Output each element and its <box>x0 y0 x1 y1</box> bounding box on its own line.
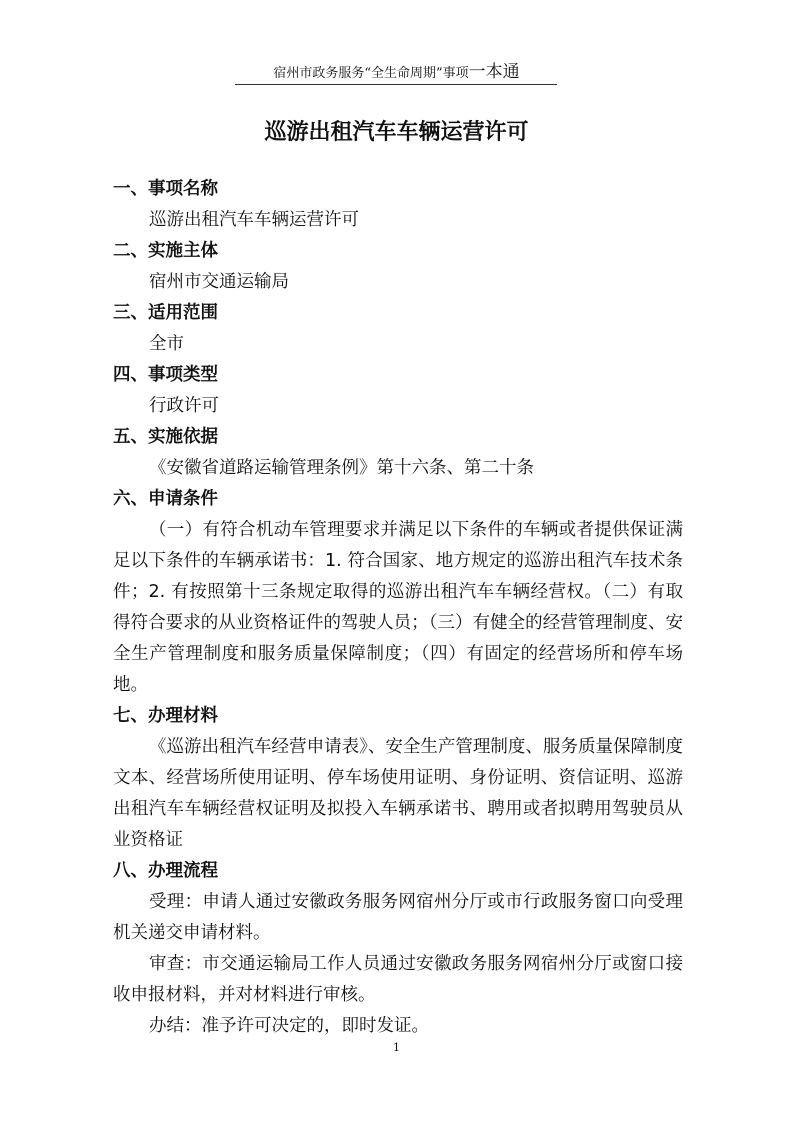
section-heading: 四、事项类型 <box>113 365 218 385</box>
section-heading: 三、适用范围 <box>113 303 218 323</box>
page-number: 1 <box>393 1041 400 1054</box>
section-body: 行政许可 <box>149 396 219 416</box>
process-step-review: 审查：市交通运输局工作人员通过安徽政务服务网宿州分厅或窗口接收申报材料，并对材料进行审核。 <box>113 954 683 1005</box>
section-body: 《安徽省道路运输管理条例》第十六条、第二十条 <box>149 458 534 478</box>
section-heading: 一、事项名称 <box>113 179 218 199</box>
section-scope <box>113 298 683 360</box>
section-heading: 五、实施依据 <box>113 427 218 447</box>
section-heading: 二、实施主体 <box>113 241 218 261</box>
section-application-conditions <box>113 484 683 701</box>
section-item-name <box>113 174 683 236</box>
section-body: 巡游出租汽车车辆运营许可 <box>149 210 359 230</box>
section-legal-basis <box>113 422 683 484</box>
section-heading: 七、办理材料 <box>113 706 218 726</box>
section-paragraph: （一）有符合机动车管理要求并满足以下条件的车辆或者提供保证满足以下条件的车辆承诺书：1. 符合国家、地方规定的巡游出租汽车技术条件；2. 有按照第十三条规定取得的巡游出租汽车车辆经营权。（二）有取得符合要求的从业资格证件的驾驶人员；（三）有健全的经营管理制度、安全生产管理制度和服务质量保障制度；（四）有固定的经营场所和停车场地。 <box>113 520 683 695</box>
document-body <box>113 174 683 1042</box>
process-step-accept: 受理：申请人通过安徽政务服务网宿州分厅或市行政服务窗口向受理机关递交申请材料。 <box>113 892 683 943</box>
header-underline <box>235 84 557 85</box>
section-materials <box>113 701 683 856</box>
document-title: 巡游出租汽车车辆运营许可 <box>264 120 529 145</box>
header-prefix: 宿州市政务服务“全生命周期”事项 <box>273 66 469 81</box>
header-suffix: 一本通 <box>468 62 520 82</box>
section-heading: 六、申请条件 <box>113 489 218 509</box>
page-header <box>0 62 793 84</box>
section-implementing-body <box>113 236 683 298</box>
section-heading: 八、办理流程 <box>113 861 218 881</box>
section-item-type <box>113 360 683 422</box>
section-body: 全市 <box>149 334 184 354</box>
process-step-complete: 办结：准予许可决定的，即时发证。 <box>149 1016 429 1036</box>
section-process <box>113 856 683 1042</box>
section-body: 宿州市交通运输局 <box>149 272 289 292</box>
section-paragraph: 《巡游出租汽车经营申请表》、安全生产管理制度、服务质量保障制度文本、经营场所使用证明、停车场使用证明、身份证明、资信证明、巡游出租汽车车辆经营权证明及拟投入车辆承诺书、聘用或者拟聘用驾驶员从业资格证 <box>113 737 683 850</box>
